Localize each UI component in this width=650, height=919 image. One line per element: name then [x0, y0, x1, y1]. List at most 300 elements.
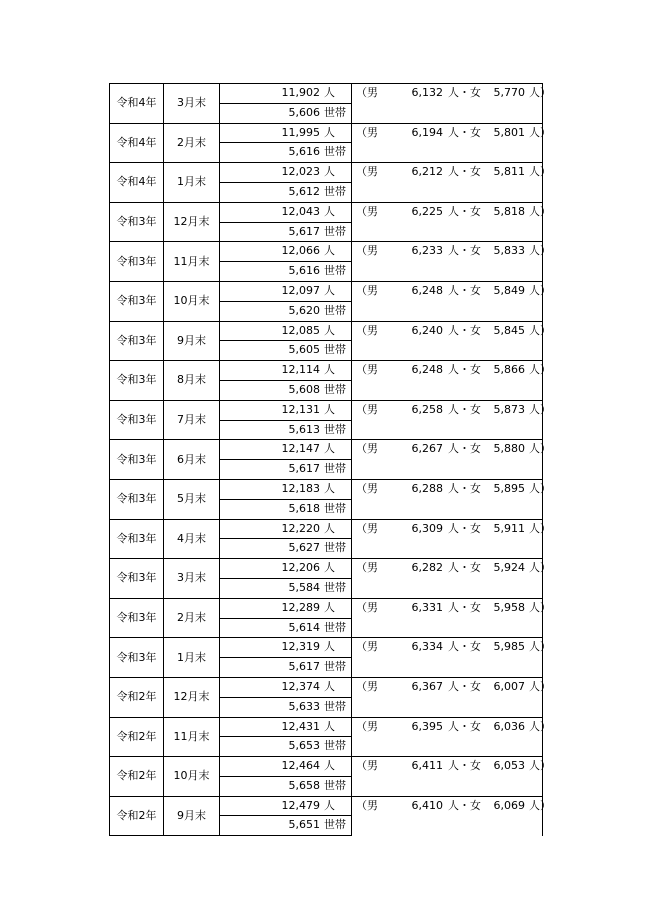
- male-label: （男: [356, 402, 378, 416]
- empty-cell: [352, 222, 543, 242]
- empty-cell: [352, 143, 543, 163]
- household-unit-label: 世帯: [324, 422, 346, 436]
- month-cell: 3月末: [164, 559, 220, 599]
- female-separator-label: 人・女: [448, 323, 481, 337]
- female-separator-label: 人・女: [448, 679, 481, 693]
- male-label: （男: [356, 363, 378, 377]
- close-label: 人）: [529, 402, 551, 416]
- era-cell: 令和3年: [110, 598, 164, 638]
- male-value: 6,331: [411, 600, 443, 614]
- close-label: 人）: [529, 323, 551, 337]
- total-population-value: 12,097: [281, 283, 320, 297]
- male-value: 6,212: [411, 165, 443, 179]
- person-unit-label: 人: [324, 323, 335, 337]
- households-value: 5,620: [288, 303, 320, 317]
- person-unit-label: 人: [324, 165, 335, 179]
- gender-breakdown-cell: [352, 321, 551, 341]
- male-label: （男: [356, 283, 378, 297]
- female-value: 5,770: [493, 86, 525, 99]
- male-value: 6,258: [411, 402, 443, 416]
- person-unit-label: 人: [324, 402, 335, 416]
- female-value: 5,833: [493, 244, 525, 258]
- female-value: 5,818: [493, 204, 525, 218]
- close-label: 人）: [529, 86, 551, 99]
- total-population-value: 12,183: [281, 481, 320, 495]
- female-value: 5,924: [493, 561, 525, 575]
- total-population-value: 12,114: [281, 363, 320, 377]
- female-value: 5,958: [493, 600, 525, 614]
- record-row-population: [110, 638, 543, 658]
- month-cell: 7月末: [164, 400, 220, 440]
- close-label: 人）: [529, 600, 551, 614]
- female-value: 6,036: [493, 719, 525, 733]
- households-cell: [220, 737, 352, 757]
- household-unit-label: 世帯: [324, 184, 346, 198]
- total-population-value: 12,023: [281, 165, 320, 179]
- male-value: 6,309: [411, 521, 443, 535]
- era-cell: 令和3年: [110, 321, 164, 361]
- month-cell: 10月末: [164, 757, 220, 797]
- era-cell: 令和3年: [110, 519, 164, 559]
- households-cell: [220, 658, 352, 678]
- month-cell: 10月末: [164, 281, 220, 321]
- female-separator-label: 人・女: [448, 481, 481, 495]
- gender-breakdown-cell: [352, 598, 551, 618]
- gender-breakdown-cell: [352, 638, 551, 658]
- household-unit-label: 世帯: [324, 105, 346, 119]
- empty-cell: [352, 776, 543, 796]
- households-cell: [220, 697, 352, 717]
- empty-cell: [352, 301, 543, 321]
- close-label: 人）: [529, 719, 551, 733]
- record-row-population: [110, 321, 543, 341]
- household-unit-label: 世帯: [324, 264, 346, 278]
- record-row-population: [110, 519, 543, 539]
- close-label: 人）: [529, 759, 551, 773]
- male-value: 6,248: [411, 363, 443, 377]
- empty-cell: [352, 697, 543, 717]
- male-label: （男: [356, 244, 378, 258]
- total-population-cell: [220, 123, 352, 143]
- person-unit-label: 人: [324, 640, 335, 654]
- male-label: （男: [356, 521, 378, 535]
- close-label: 人）: [529, 204, 551, 218]
- empty-cell: [352, 816, 543, 836]
- total-population-value: 12,431: [281, 719, 320, 733]
- total-population-cell: [220, 598, 352, 618]
- female-separator-label: 人・女: [448, 283, 481, 297]
- person-unit-label: 人: [324, 481, 335, 495]
- record-row-population: [110, 677, 543, 697]
- total-population-value: 12,147: [281, 442, 320, 456]
- male-value: 6,248: [411, 283, 443, 297]
- person-unit-label: 人: [324, 125, 335, 139]
- households-cell: [220, 380, 352, 400]
- household-unit-label: 世帯: [324, 580, 346, 594]
- male-label: （男: [356, 640, 378, 654]
- gender-breakdown-cell: [352, 796, 551, 816]
- male-label: （男: [356, 204, 378, 218]
- male-value: 6,240: [411, 323, 443, 337]
- female-value: 6,053: [493, 759, 525, 773]
- female-separator-label: 人・女: [448, 521, 481, 535]
- female-separator-label: 人・女: [448, 363, 481, 377]
- male-value: 6,367: [411, 679, 443, 693]
- close-label: 人）: [529, 679, 551, 693]
- total-population-cell: [220, 242, 352, 262]
- era-cell: 令和3年: [110, 440, 164, 480]
- female-separator-label: 人・女: [448, 640, 481, 654]
- total-population-value: 12,479: [281, 798, 320, 812]
- household-unit-label: 世帯: [324, 541, 346, 555]
- female-value: 6,069: [493, 798, 525, 812]
- total-population-cell: [220, 519, 352, 539]
- households-value: 5,614: [288, 620, 320, 634]
- household-unit-label: 世帯: [324, 778, 346, 792]
- close-label: 人）: [529, 481, 551, 495]
- female-value: 5,845: [493, 323, 525, 337]
- era-cell: 令和3年: [110, 479, 164, 519]
- record-row-population: [110, 717, 543, 737]
- total-population-cell: [220, 281, 352, 301]
- male-value: 6,410: [411, 798, 443, 812]
- households-value: 5,613: [288, 422, 320, 436]
- male-value: 6,194: [411, 125, 443, 139]
- close-label: 人）: [529, 165, 551, 179]
- person-unit-label: 人: [324, 244, 335, 258]
- empty-cell: [352, 380, 543, 400]
- month-cell: 9月末: [164, 796, 220, 836]
- household-unit-label: 世帯: [324, 382, 346, 396]
- empty-cell: [352, 103, 543, 123]
- female-separator-label: 人・女: [448, 759, 481, 773]
- total-population-cell: [220, 796, 352, 816]
- total-population-value: 12,464: [281, 759, 320, 773]
- close-label: 人）: [529, 640, 551, 654]
- empty-cell: [352, 737, 543, 757]
- era-cell: 令和2年: [110, 677, 164, 717]
- gender-breakdown-cell: [352, 202, 551, 222]
- month-cell: 2月末: [164, 598, 220, 638]
- male-value: 6,334: [411, 640, 443, 654]
- male-label: （男: [356, 323, 378, 337]
- close-label: 人）: [529, 363, 551, 377]
- era-cell: 令和3年: [110, 361, 164, 401]
- households-value: 5,618: [288, 501, 320, 515]
- households-cell: [220, 499, 352, 519]
- close-label: 人）: [529, 521, 551, 535]
- person-unit-label: 人: [324, 204, 335, 218]
- household-unit-label: 世帯: [324, 224, 346, 238]
- total-population-cell: [220, 321, 352, 341]
- household-unit-label: 世帯: [324, 739, 346, 753]
- households-value: 5,617: [288, 224, 320, 238]
- total-population-value: 12,374: [281, 679, 320, 693]
- households-cell: [220, 618, 352, 638]
- population-table: [109, 83, 551, 836]
- households-cell: [220, 460, 352, 480]
- female-value: 6,007: [493, 679, 525, 693]
- households-value: 5,616: [288, 264, 320, 278]
- total-population-value: 12,066: [281, 244, 320, 258]
- empty-cell: [352, 182, 543, 202]
- gender-breakdown-cell: [352, 757, 551, 777]
- female-value: 5,801: [493, 125, 525, 139]
- gender-breakdown-cell: [352, 242, 551, 262]
- month-cell: 1月末: [164, 163, 220, 203]
- person-unit-label: 人: [324, 86, 335, 99]
- person-unit-label: 人: [324, 798, 335, 812]
- record-row-population: [110, 479, 543, 499]
- record-row-population: [110, 202, 543, 222]
- female-value: 5,985: [493, 640, 525, 654]
- empty-cell: [352, 618, 543, 638]
- female-value: 5,911: [493, 521, 525, 535]
- empty-cell: [352, 420, 543, 440]
- month-cell: 5月末: [164, 479, 220, 519]
- households-value: 5,627: [288, 541, 320, 555]
- close-label: 人）: [529, 244, 551, 258]
- person-unit-label: 人: [324, 679, 335, 693]
- person-unit-label: 人: [324, 521, 335, 535]
- households-value: 5,658: [288, 778, 320, 792]
- male-label: （男: [356, 600, 378, 614]
- month-cell: 1月末: [164, 638, 220, 678]
- households-cell: [220, 143, 352, 163]
- era-cell: 令和3年: [110, 559, 164, 599]
- total-population-value: 12,131: [281, 402, 320, 416]
- total-population-cell: [220, 757, 352, 777]
- households-cell: [220, 776, 352, 796]
- male-value: 6,288: [411, 481, 443, 495]
- households-cell: [220, 103, 352, 123]
- month-cell: 11月末: [164, 242, 220, 282]
- person-unit-label: 人: [324, 442, 335, 456]
- male-value: 6,225: [411, 204, 443, 218]
- households-value: 5,617: [288, 462, 320, 476]
- close-label: 人）: [529, 561, 551, 575]
- record-row-population: [110, 361, 543, 381]
- households-value: 5,653: [288, 739, 320, 753]
- month-cell: 4月末: [164, 519, 220, 559]
- month-cell: 6月末: [164, 440, 220, 480]
- gender-breakdown-cell: [352, 717, 551, 737]
- female-separator-label: 人・女: [448, 86, 481, 99]
- female-separator-label: 人・女: [448, 561, 481, 575]
- month-cell: 8月末: [164, 361, 220, 401]
- record-row-population: [110, 242, 543, 262]
- empty-cell: [352, 499, 543, 519]
- gender-breakdown-cell: [352, 400, 551, 420]
- households-cell: [220, 222, 352, 242]
- empty-cell: [352, 658, 543, 678]
- household-unit-label: 世帯: [324, 501, 346, 515]
- households-cell: [220, 301, 352, 321]
- gender-breakdown-cell: [352, 519, 551, 539]
- total-population-value: 12,043: [281, 204, 320, 218]
- era-cell: 令和3年: [110, 202, 164, 242]
- empty-cell: [352, 578, 543, 598]
- female-value: 5,811: [493, 165, 525, 179]
- gender-breakdown-cell: [352, 281, 551, 301]
- era-cell: 令和2年: [110, 757, 164, 797]
- total-population-cell: [220, 677, 352, 697]
- male-label: （男: [356, 759, 378, 773]
- month-cell: 9月末: [164, 321, 220, 361]
- household-unit-label: 世帯: [324, 343, 346, 357]
- households-cell: [220, 816, 352, 836]
- total-population-cell: [220, 559, 352, 579]
- household-unit-label: 世帯: [324, 660, 346, 674]
- household-unit-label: 世帯: [324, 462, 346, 476]
- gender-breakdown-cell: [352, 479, 551, 499]
- household-unit-label: 世帯: [324, 303, 346, 317]
- households-cell: [220, 578, 352, 598]
- female-value: 5,866: [493, 363, 525, 377]
- month-cell: 11月末: [164, 717, 220, 757]
- era-cell: 令和3年: [110, 281, 164, 321]
- female-separator-label: 人・女: [448, 798, 481, 812]
- gender-breakdown-cell: [352, 440, 551, 460]
- household-unit-label: 世帯: [324, 145, 346, 159]
- male-label: （男: [356, 442, 378, 456]
- gender-breakdown-cell: [352, 123, 551, 143]
- month-cell: 2月末: [164, 123, 220, 163]
- total-population-cell: [220, 84, 352, 104]
- gender-breakdown-cell: [352, 84, 551, 104]
- male-value: 6,395: [411, 719, 443, 733]
- female-separator-label: 人・女: [448, 125, 481, 139]
- record-row-population: [110, 163, 543, 183]
- female-value: 5,849: [493, 283, 525, 297]
- month-cell: 12月末: [164, 202, 220, 242]
- households-cell: [220, 262, 352, 282]
- person-unit-label: 人: [324, 600, 335, 614]
- empty-cell: [352, 539, 543, 559]
- era-cell: 令和4年: [110, 84, 164, 124]
- household-unit-label: 世帯: [324, 818, 346, 832]
- era-cell: 令和2年: [110, 717, 164, 757]
- male-label: （男: [356, 125, 378, 139]
- male-value: 6,282: [411, 561, 443, 575]
- total-population-cell: [220, 717, 352, 737]
- record-row-population: [110, 400, 543, 420]
- person-unit-label: 人: [324, 283, 335, 297]
- empty-cell: [352, 341, 543, 361]
- female-value: 5,873: [493, 402, 525, 416]
- households-cell: [220, 341, 352, 361]
- male-label: （男: [356, 165, 378, 179]
- households-value: 5,608: [288, 382, 320, 396]
- total-population-value: 12,289: [281, 600, 320, 614]
- households-value: 5,606: [288, 105, 320, 119]
- person-unit-label: 人: [324, 719, 335, 733]
- close-label: 人）: [529, 442, 551, 456]
- gender-breakdown-cell: [352, 677, 551, 697]
- person-unit-label: 人: [324, 759, 335, 773]
- households-cell: [220, 182, 352, 202]
- record-row-population: [110, 84, 543, 104]
- female-separator-label: 人・女: [448, 165, 481, 179]
- household-unit-label: 世帯: [324, 699, 346, 713]
- households-value: 5,651: [288, 818, 320, 832]
- gender-breakdown-cell: [352, 361, 551, 381]
- female-separator-label: 人・女: [448, 600, 481, 614]
- record-row-population: [110, 598, 543, 618]
- record-row-population: [110, 559, 543, 579]
- total-population-cell: [220, 361, 352, 381]
- households-value: 5,616: [288, 145, 320, 159]
- gender-breakdown-cell: [352, 559, 551, 579]
- household-unit-label: 世帯: [324, 620, 346, 634]
- female-separator-label: 人・女: [448, 719, 481, 733]
- era-cell: 令和3年: [110, 638, 164, 678]
- female-value: 5,880: [493, 442, 525, 456]
- era-cell: 令和4年: [110, 163, 164, 203]
- month-cell: 12月末: [164, 677, 220, 717]
- total-population-cell: [220, 400, 352, 420]
- era-cell: 令和3年: [110, 242, 164, 282]
- female-separator-label: 人・女: [448, 244, 481, 258]
- male-label: （男: [356, 719, 378, 733]
- total-population-value: 11,902: [281, 86, 320, 99]
- total-population-cell: [220, 202, 352, 222]
- male-label: （男: [356, 481, 378, 495]
- record-row-population: [110, 796, 543, 816]
- era-cell: 令和3年: [110, 400, 164, 440]
- close-label: 人）: [529, 283, 551, 297]
- total-population-cell: [220, 479, 352, 499]
- era-cell: 令和4年: [110, 123, 164, 163]
- total-population-value: 11,995: [281, 125, 320, 139]
- male-value: 6,132: [411, 86, 443, 99]
- total-population-value: 12,319: [281, 640, 320, 654]
- male-label: （男: [356, 679, 378, 693]
- households-value: 5,617: [288, 660, 320, 674]
- male-value: 6,233: [411, 244, 443, 258]
- households-value: 5,605: [288, 343, 320, 357]
- record-row-population: [110, 281, 543, 301]
- total-population-value: 12,085: [281, 323, 320, 337]
- households-value: 5,633: [288, 699, 320, 713]
- female-value: 5,895: [493, 481, 525, 495]
- total-population-cell: [220, 163, 352, 183]
- total-population-value: 12,206: [281, 561, 320, 575]
- era-cell: 令和2年: [110, 796, 164, 836]
- record-row-population: [110, 757, 543, 777]
- female-separator-label: 人・女: [448, 442, 481, 456]
- close-label: 人）: [529, 798, 551, 812]
- empty-cell: [352, 262, 543, 282]
- record-row-population: [110, 123, 543, 143]
- gender-breakdown-cell: [352, 163, 551, 183]
- male-label: （男: [356, 561, 378, 575]
- male-label: （男: [356, 86, 378, 99]
- person-unit-label: 人: [324, 363, 335, 377]
- female-separator-label: 人・女: [448, 204, 481, 218]
- male-value: 6,411: [411, 759, 443, 773]
- households-cell: [220, 420, 352, 440]
- record-row-population: [110, 440, 543, 460]
- person-unit-label: 人: [324, 561, 335, 575]
- households-value: 5,584: [288, 580, 320, 594]
- empty-cell: [352, 460, 543, 480]
- male-value: 6,267: [411, 442, 443, 456]
- total-population-cell: [220, 440, 352, 460]
- female-separator-label: 人・女: [448, 402, 481, 416]
- total-population-value: 12,220: [281, 521, 320, 535]
- month-cell: 3月末: [164, 84, 220, 124]
